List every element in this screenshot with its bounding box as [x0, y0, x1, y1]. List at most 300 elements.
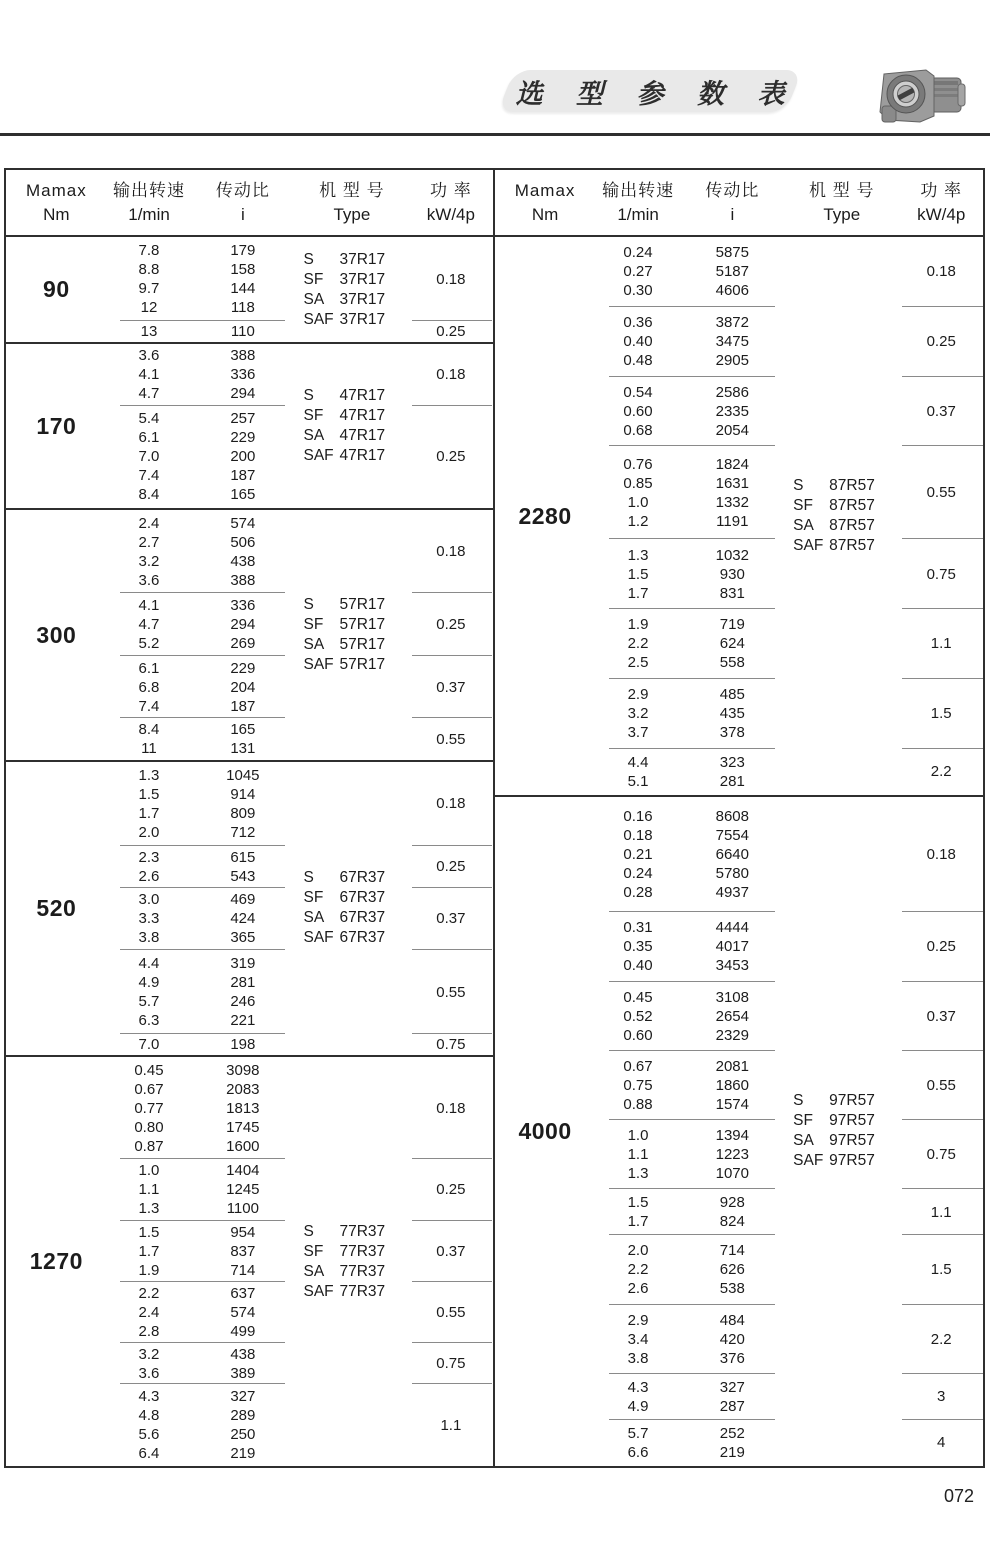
ratio-value: 1045 — [226, 766, 260, 784]
speed-value: 3.8 — [138, 929, 160, 947]
speed-value: 2.9 — [627, 686, 649, 704]
type-prefix: SA — [303, 427, 325, 444]
speed-value: 4.7 — [138, 385, 160, 403]
speed-value: 4.4 — [138, 955, 160, 973]
speed-list — [596, 539, 681, 609]
power-value: 0.25 — [926, 938, 956, 956]
speed-value: 3.4 — [627, 1330, 649, 1348]
type-prefix: S — [303, 387, 314, 404]
speed-ratio-block — [107, 950, 295, 1034]
power-value: 0.18 — [436, 270, 466, 288]
speed-value: 1.3 — [138, 1200, 160, 1218]
ratio-value: 1745 — [226, 1118, 260, 1136]
power-value: 0.75 — [436, 1355, 466, 1373]
power-value: 0.18 — [436, 1099, 466, 1117]
speed-ratio-block — [107, 1159, 295, 1220]
selection-table-left — [4, 168, 495, 1468]
ratio-list — [191, 888, 294, 951]
type-code-number: 37R17 — [339, 290, 386, 308]
speed-list — [107, 846, 192, 888]
torque-group-row — [6, 1055, 493, 1466]
speed-value: 2.0 — [627, 1242, 649, 1260]
speed-list — [107, 888, 192, 951]
power-cell — [899, 1374, 983, 1420]
speed-list — [596, 1374, 681, 1420]
ratio-value: 165 — [230, 486, 256, 504]
power-cell — [409, 406, 492, 509]
ratio-value: 914 — [230, 785, 256, 803]
power-cell — [409, 656, 492, 719]
power-cell — [409, 593, 492, 656]
gearbox-photo — [874, 62, 968, 128]
speed-value: 7.0 — [138, 1036, 160, 1054]
speed-ratio-block — [107, 1034, 295, 1055]
type-code-number: 47R17 — [339, 427, 386, 444]
speed-list — [596, 1189, 681, 1235]
type-prefix: SF — [303, 889, 324, 907]
speed-value: 1.1 — [627, 1146, 649, 1164]
speed-ratio-block — [596, 1051, 785, 1120]
ratio-value: 1394 — [715, 1127, 749, 1145]
ratio-list — [680, 237, 784, 307]
speed-value: 5.7 — [138, 993, 160, 1011]
type-prefix: S — [303, 250, 314, 268]
type-code — [303, 655, 409, 675]
type-code — [303, 270, 409, 290]
ratio-list — [680, 1120, 784, 1189]
power-cell — [409, 762, 492, 846]
ratio-value: 831 — [719, 584, 745, 602]
type-code-number: 47R17 — [339, 407, 386, 424]
speed-value: 8.8 — [138, 261, 160, 278]
ratio-value: 2081 — [715, 1057, 749, 1075]
power-value: 0.18 — [436, 543, 466, 561]
type-prefix: SAF — [303, 1282, 334, 1300]
ratio-value: 5780 — [715, 865, 749, 883]
power-value: 0.55 — [436, 730, 466, 748]
speed-value: 0.24 — [623, 244, 653, 262]
speed-value: 0.88 — [623, 1095, 653, 1113]
ratio-value: 574 — [230, 1304, 256, 1322]
ratio-value: 420 — [719, 1330, 745, 1348]
speed-ratio-block — [107, 406, 295, 509]
speed-value: 2.8 — [138, 1323, 160, 1341]
mamax-value: 1270 — [29, 1248, 83, 1274]
ratio-value: 2905 — [715, 352, 749, 370]
ratio-list — [680, 1305, 784, 1374]
type-code-number: 87R57 — [829, 497, 875, 514]
speed-value: 0.40 — [623, 957, 653, 975]
speed-list — [107, 344, 192, 406]
page-title-band — [506, 70, 798, 112]
power-value: 3 — [937, 1388, 946, 1406]
speed-value: 9.7 — [138, 280, 160, 297]
ratio-value: 1245 — [226, 1181, 260, 1199]
power-cell — [899, 797, 983, 912]
speed-ratio-block — [596, 679, 785, 749]
ratio-list — [680, 1051, 784, 1120]
type-code — [793, 1091, 899, 1111]
ratio-value: 250 — [230, 1426, 256, 1444]
ratio-value: 281 — [719, 772, 745, 790]
ratio-value: 1070 — [715, 1165, 749, 1183]
speed-ratio-block — [107, 718, 295, 760]
ratio-value: 1332 — [715, 493, 749, 511]
power-value: 0.18 — [926, 263, 956, 281]
ratio-value: 1100 — [226, 1200, 259, 1218]
speed-list — [596, 982, 681, 1051]
ratio-value: 336 — [230, 366, 256, 384]
type-prefix: SF — [303, 616, 324, 633]
ratio-value: 246 — [230, 993, 256, 1011]
header-power: 功 率 kW/4p — [917, 180, 966, 224]
power-value: 2.2 — [930, 1330, 952, 1348]
ratio-value: 365 — [230, 929, 256, 947]
speed-value: 7.8 — [138, 242, 160, 259]
ratio-value: 1032 — [715, 546, 749, 564]
type-list — [784, 237, 899, 795]
type-prefix: SF — [793, 1112, 813, 1130]
speed-value: 6.3 — [138, 1012, 160, 1030]
speed-ratio-block — [107, 846, 295, 888]
speed-ratio-block — [596, 982, 785, 1051]
ratio-value: 319 — [230, 955, 256, 973]
speed-value: 1.5 — [627, 565, 649, 583]
type-code — [303, 635, 409, 655]
type-list — [784, 797, 899, 1466]
ratio-value: 200 — [230, 448, 256, 466]
power-value: 0.25 — [436, 323, 466, 340]
type-code-number: 87R57 — [829, 517, 875, 534]
speed-value: 5.6 — [138, 1426, 160, 1444]
speed-value: 2.0 — [138, 823, 160, 841]
selection-table-right — [495, 168, 986, 1468]
mamax-value: 170 — [36, 412, 77, 439]
type-prefix: SA — [303, 909, 325, 927]
speed-list — [107, 510, 192, 593]
type-code-number: 87R57 — [829, 537, 875, 554]
ratio-value: 187 — [230, 697, 256, 715]
speed-ratio-block — [107, 593, 295, 656]
speed-value: 0.45 — [134, 1061, 164, 1079]
table-header-right — [495, 170, 984, 237]
speed-value: 7.4 — [138, 467, 160, 485]
speed-list — [596, 1305, 681, 1374]
type-prefix: SAF — [303, 656, 334, 673]
speed-value: 1.7 — [627, 584, 649, 602]
power-cell — [409, 1384, 492, 1466]
speed-value: 3.6 — [138, 571, 160, 589]
speed-value: 0.35 — [623, 938, 653, 956]
ratio-value: 499 — [230, 1323, 256, 1341]
speed-value: 6.8 — [138, 678, 160, 696]
ratio-value: 824 — [719, 1213, 745, 1231]
speed-value: 2.2 — [138, 1285, 160, 1303]
ratio-list — [191, 344, 294, 406]
speed-ratio-block — [107, 762, 295, 846]
ratio-value: 131 — [230, 740, 256, 758]
power-cell — [409, 1159, 492, 1220]
header-type: 机 型 号 Type — [809, 180, 875, 224]
speed-value: 5.2 — [138, 635, 160, 653]
ratio-value: 928 — [719, 1194, 745, 1212]
ratio-value: 1574 — [715, 1095, 749, 1113]
ratio-value: 179 — [230, 242, 256, 259]
speed-ratio-block — [107, 1384, 295, 1466]
header-power: 功 率 kW/4p — [426, 180, 475, 224]
type-code — [303, 908, 409, 928]
speed-list — [596, 1235, 681, 1304]
mamax-value: 4000 — [518, 1117, 572, 1144]
ratio-value: 2054 — [715, 421, 749, 439]
ratio-value: 424 — [230, 910, 256, 928]
table-body-right — [495, 237, 984, 1466]
ratio-value: 3098 — [226, 1061, 260, 1079]
ratio-list — [680, 307, 784, 377]
ratio-value: 158 — [230, 261, 256, 278]
type-code-number: 87R57 — [829, 477, 875, 494]
ratio-value: 3872 — [715, 314, 749, 332]
power-value: 1.5 — [930, 705, 952, 723]
ratio-list — [191, 846, 294, 888]
speed-value: 0.54 — [623, 383, 653, 401]
type-code-number: 37R17 — [339, 250, 386, 268]
speed-ratio-block — [596, 237, 785, 307]
type-code — [303, 888, 409, 908]
ratio-value: 289 — [230, 1407, 256, 1425]
speed-list — [107, 1034, 192, 1055]
speed-value: 13 — [140, 323, 158, 340]
ratio-value: 438 — [230, 1345, 256, 1363]
power-cell — [409, 1034, 492, 1055]
speed-list — [107, 406, 192, 509]
ratio-value: 3453 — [715, 957, 749, 975]
speed-ratio-block — [596, 307, 785, 377]
type-code-number: 57R17 — [339, 616, 386, 633]
ratio-value: 6640 — [715, 846, 749, 864]
power-cell — [899, 1235, 983, 1304]
speed-value: 2.7 — [138, 533, 160, 551]
ratio-list — [680, 446, 784, 539]
speed-ratio-block — [107, 344, 295, 406]
speed-ratio-block — [107, 237, 295, 321]
ratio-value: 714 — [719, 1242, 745, 1260]
ratio-value: 438 — [230, 552, 256, 570]
power-value: 0.37 — [926, 1007, 956, 1025]
ratio-value: 626 — [719, 1261, 745, 1279]
speed-value: 3.8 — [627, 1349, 649, 1367]
ratio-value: 3475 — [715, 333, 749, 351]
speed-list — [596, 912, 681, 981]
type-list — [294, 1057, 409, 1466]
type-code — [303, 310, 409, 330]
speed-value: 3.2 — [627, 705, 649, 723]
speed-value: 1.7 — [627, 1213, 649, 1231]
type-code — [793, 476, 899, 496]
speed-list — [596, 237, 681, 307]
ratio-value: 294 — [230, 385, 256, 403]
speed-ratio-block — [596, 749, 785, 796]
power-value: 0.55 — [926, 1076, 956, 1094]
ratio-value: 327 — [230, 1388, 256, 1406]
speed-value: 4.1 — [138, 366, 160, 384]
power-value: 0.18 — [436, 795, 466, 813]
speed-value: 6.1 — [138, 659, 160, 677]
power-value: 0.25 — [436, 448, 466, 466]
power-value: 0.37 — [436, 678, 466, 696]
ratio-value: 219 — [230, 1445, 256, 1463]
ratio-value: 4444 — [715, 919, 749, 937]
ratio-value: 506 — [230, 533, 256, 551]
speed-value: 4.9 — [138, 974, 160, 992]
speed-ratio-block — [107, 656, 295, 719]
speed-value: 1.5 — [138, 785, 160, 803]
power-value: 0.75 — [926, 565, 956, 583]
power-cell — [899, 446, 983, 539]
power-cell — [899, 539, 983, 609]
ratio-list — [191, 1057, 294, 1159]
speed-list — [107, 1057, 192, 1159]
power-cell — [409, 1282, 492, 1343]
speed-list — [107, 593, 192, 656]
speed-value: 1.5 — [138, 1223, 160, 1241]
type-prefix: S — [793, 1092, 804, 1110]
speed-ratio-block — [107, 321, 295, 342]
speed-value: 0.27 — [623, 263, 653, 281]
type-code — [303, 386, 409, 406]
speed-value: 0.76 — [623, 455, 653, 473]
speed-ratio-block — [596, 1420, 785, 1466]
speed-value: 4.3 — [627, 1378, 649, 1396]
speed-list — [596, 679, 681, 749]
type-code-number: 57R17 — [339, 596, 386, 613]
ratio-value: 1813 — [226, 1099, 260, 1117]
type-code-number: 57R17 — [339, 636, 386, 653]
speed-list — [596, 749, 681, 796]
type-code — [303, 406, 409, 426]
speed-list — [596, 609, 681, 679]
power-cell — [899, 1305, 983, 1374]
ratio-value: 1631 — [715, 474, 749, 492]
speed-ratio-block — [107, 1343, 295, 1384]
speed-ratio-block — [596, 912, 785, 981]
speed-value: 0.52 — [623, 1007, 653, 1025]
ratio-value: 376 — [719, 1349, 745, 1367]
selection-parameter-tables — [4, 168, 985, 1468]
power-value: 1.1 — [440, 1416, 462, 1434]
type-prefix: SA — [303, 290, 325, 308]
ratio-value: 2335 — [715, 402, 749, 420]
type-code — [303, 595, 409, 615]
speed-value: 4.4 — [627, 753, 649, 771]
ratio-value: 1191 — [716, 512, 749, 530]
ratio-value: 809 — [230, 804, 256, 822]
type-prefix: SA — [303, 1262, 325, 1280]
speed-list — [107, 1343, 192, 1384]
ratio-list — [680, 679, 784, 749]
ratio-list — [680, 1235, 784, 1304]
type-code — [303, 250, 409, 270]
ratio-list — [191, 1221, 294, 1282]
speed-list — [596, 307, 681, 377]
speed-ratio-block — [596, 446, 785, 539]
header-output-speed: 输出转速 1/min — [113, 180, 186, 224]
ratio-value: 388 — [230, 571, 256, 589]
page-title: 选 型 参 数 表 — [515, 78, 798, 109]
speed-value: 0.40 — [623, 333, 653, 351]
speed-value: 11 — [141, 740, 157, 758]
ratio-list — [191, 656, 294, 719]
type-code — [793, 1131, 899, 1151]
ratio-value: 719 — [719, 616, 745, 634]
ratio-list — [680, 377, 784, 447]
speed-ratio-block — [107, 1057, 295, 1159]
speed-ratio-block — [596, 797, 785, 912]
speed-value: 0.67 — [623, 1057, 653, 1075]
speed-list — [107, 1159, 192, 1220]
ratio-value: 165 — [230, 721, 256, 739]
speed-value: 1.0 — [627, 493, 649, 511]
speed-value: 4.7 — [138, 616, 160, 634]
torque-group-row — [6, 760, 493, 1055]
type-code — [303, 615, 409, 635]
mamax-value: 300 — [36, 621, 77, 648]
type-prefix: SAF — [303, 929, 334, 947]
speed-value: 2.5 — [627, 654, 649, 672]
ratio-value: 954 — [230, 1223, 256, 1241]
type-code — [793, 1111, 899, 1131]
speed-value: 0.87 — [134, 1137, 164, 1155]
speed-value: 0.68 — [623, 421, 653, 439]
power-cell — [899, 1120, 983, 1189]
ratio-value: 2083 — [226, 1080, 260, 1098]
torque-group-row — [495, 795, 984, 1466]
type-code-number: 37R17 — [339, 270, 386, 288]
power-value: 1.5 — [930, 1261, 952, 1279]
torque-group-row — [6, 342, 493, 508]
ratio-value: 624 — [719, 635, 745, 653]
ratio-value: 323 — [719, 753, 745, 771]
speed-value: 7.0 — [138, 448, 160, 466]
type-code-number: 97R57 — [829, 1092, 875, 1110]
power-cell — [899, 1420, 983, 1466]
speed-value: 0.16 — [623, 808, 653, 826]
ratio-value: 1860 — [715, 1076, 749, 1094]
speed-value: 5.4 — [138, 410, 160, 428]
power-cell — [409, 1221, 492, 1282]
speed-value: 0.48 — [623, 352, 653, 370]
type-code-number: 67R37 — [339, 909, 386, 927]
speed-list — [596, 1051, 681, 1120]
speed-value: 7.4 — [138, 697, 160, 715]
type-prefix: S — [793, 477, 804, 494]
power-value: 0.25 — [436, 858, 466, 876]
ratio-value: 7554 — [715, 827, 749, 845]
speed-value: 3.0 — [138, 891, 160, 909]
ratio-value: 1600 — [226, 1137, 260, 1155]
ratio-value: 5187 — [715, 263, 749, 281]
ratio-list — [680, 912, 784, 981]
power-value: 0.75 — [436, 1036, 466, 1054]
type-code-number: 67R37 — [339, 869, 386, 887]
type-prefix: SF — [793, 497, 813, 514]
speed-ratio-block — [596, 539, 785, 609]
ratio-value: 4606 — [715, 282, 749, 300]
ratio-value: 2329 — [715, 1026, 749, 1044]
power-cell — [899, 237, 983, 307]
ratio-value: 294 — [230, 616, 256, 634]
type-code-number: 67R37 — [339, 929, 386, 947]
